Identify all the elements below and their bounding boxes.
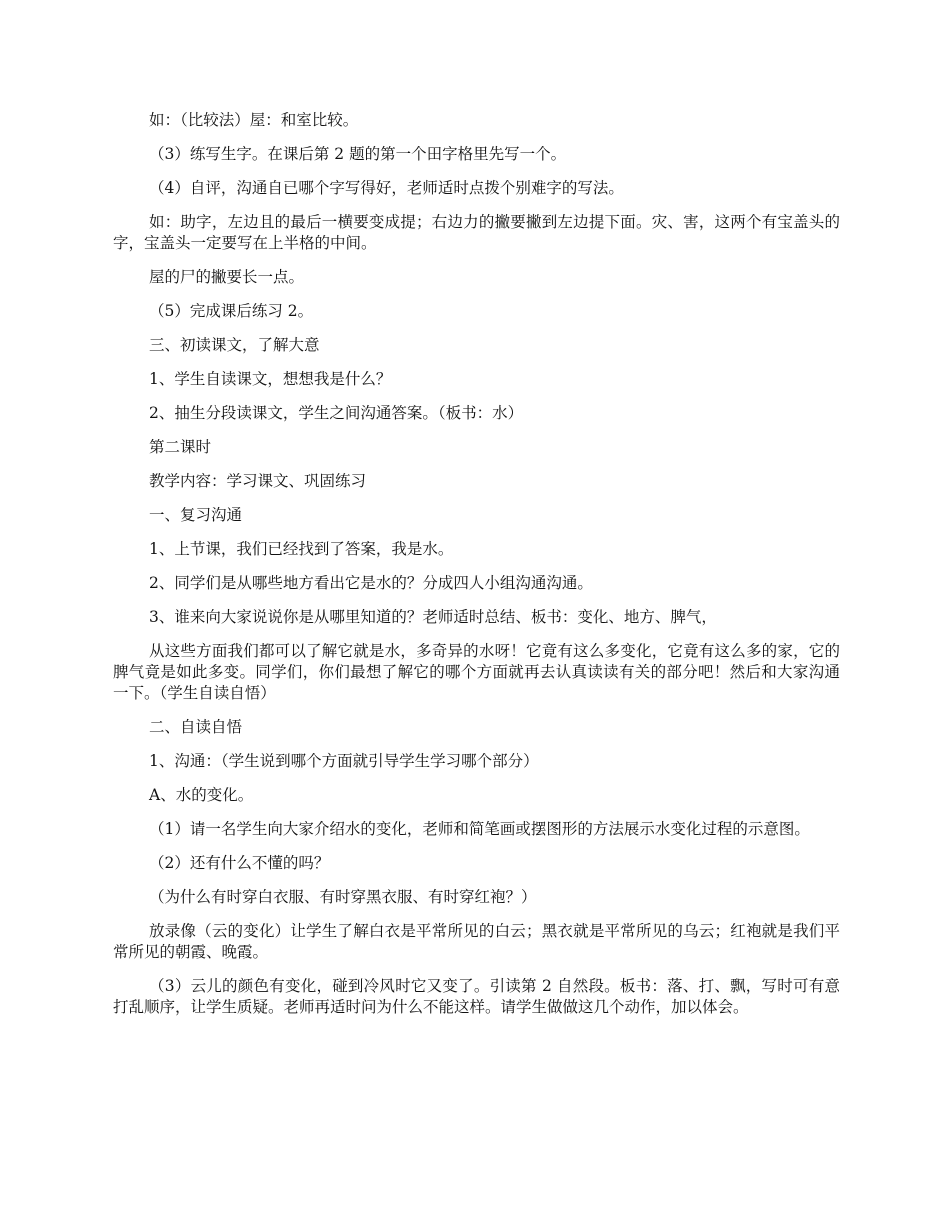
paragraph: （3）云儿的颜色有变化，碰到冷风时它又变了。引读第 2 自然段。板书：落、打、飘，写时可有意打乱顺序，让学生质疑。老师再适时问为什么不能这样。请学生做做这几个动作，加以体会。 <box>113 977 840 1016</box>
paragraph: 1、上节课，我们已经找到了答案，我是水。 <box>149 540 454 558</box>
paragraph: 3、谁来向大家说说你是从哪里知道的？老师适时总结、板书：变化、地方、脾气， <box>149 608 717 626</box>
section-heading: 三、初读课文，了解大意 <box>149 336 320 354</box>
paragraph: （1）请一名学生向大家介绍水的变化，老师和简笔画或摆图形的方法展示水变化过程的示意图。 <box>149 820 810 838</box>
paragraph: （2）还有什么不懂的吗？ <box>149 854 330 872</box>
paragraph: 1、沟通：（学生说到哪个方面就引导学生学习哪个部分） <box>149 752 539 770</box>
paragraph: （5）完成课后练习 2。 <box>149 302 314 320</box>
paragraph: A、水的变化。 <box>149 786 254 804</box>
paragraph: （为什么有时穿白衣服、有时穿黑衣服、有时穿红袍？） <box>149 888 537 906</box>
paragraph: （3）练写生字。在课后第 2 题的第一个田字格里先写一个。 <box>149 145 567 163</box>
section-heading: 一、复习沟通 <box>149 506 243 524</box>
paragraph: 从这些方面我们都可以了解它就是水，多奇异的水呀！它竟有这么多变化，它竟有这么多的家，它的脾气竟是如此多变。同学们，你们最想了解它的哪个方面就再去认真读读有关的部分吧！然后和大家沟通一下。（学生自读自悟） <box>113 642 840 702</box>
paragraph: 放录像（云的变化）让学生了解白衣是平常所见的白云；黑衣就是平常所见的乌云；红袍就是我们平常所见的朝霞、晚霞。 <box>113 922 840 961</box>
paragraph: 2、同学们是从哪些地方看出它是水的？分成四人小组沟通沟通。 <box>149 574 593 592</box>
paragraph: 如：助字，左边且的最后一横要变成提；右边力的撇要撇到左边提下面。灾、害，这两个有宝盖头的字，宝盖头一定要写在上半格的中间。 <box>113 213 840 252</box>
paragraph: 屋的尸的撇要长一点。 <box>149 268 305 286</box>
paragraph: 2、抽生分段读课文，学生之间沟通答案。（板书：水） <box>149 404 524 422</box>
paragraph: 如：（比较法）屋：和室比较。 <box>149 111 359 129</box>
paragraph: 1、学生自读课文，想想我是什么？ <box>149 370 392 388</box>
paragraph: （4）自评，沟通自已哪个字写得好，老师适时点拨个别难字的写法。 <box>149 179 624 197</box>
paragraph: 教学内容：学习课文、巩固练习 <box>149 472 367 490</box>
lesson-heading: 第二课时 <box>149 438 212 456</box>
document-page <box>113 110 840 1031</box>
section-heading: 二、自读自悟 <box>149 718 243 736</box>
